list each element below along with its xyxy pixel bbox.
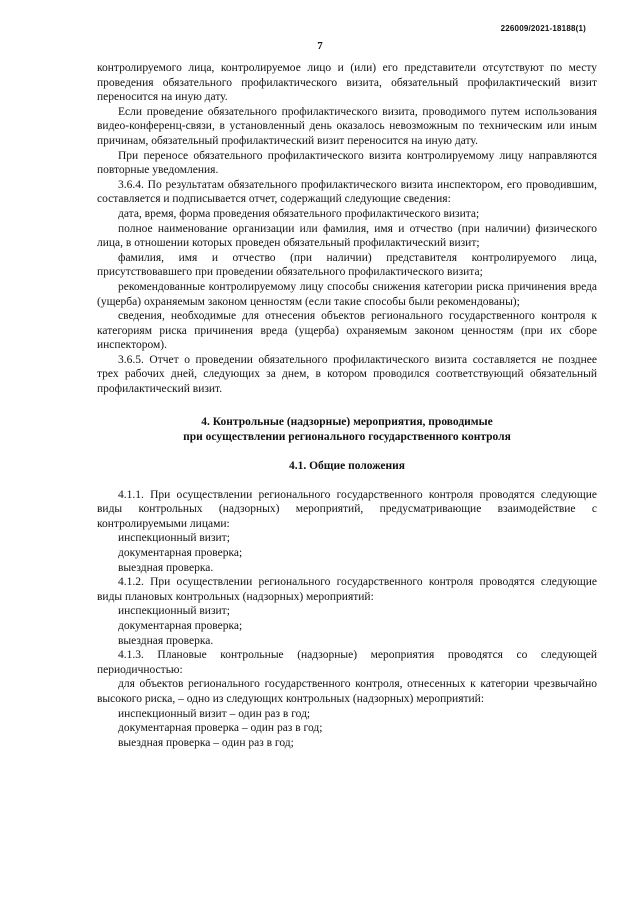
list-item: выездная проверка. xyxy=(118,561,214,574)
list-item: сведения, необходимые для отнесения объектов регионального государственного контроля к категориям риска причинения вреда (ущерба) охраняемым законом ценностям (при их сборе инспектором). xyxy=(97,310,597,352)
list-item: выездная проверка. xyxy=(118,634,214,647)
list-item: дата, время, форма проведения обязательного профилактического визита; xyxy=(118,207,480,220)
document-number: 226009/2021-18188(1) xyxy=(500,24,586,33)
list-item: инспекционный визит; xyxy=(118,605,230,618)
section-heading-line-2: при осуществлении регионального государственного контроля xyxy=(183,430,511,443)
paragraph: 4.1.2. При осуществлении регионального государственного контроля проводятся следующие виды плановых контрольных (надзорных) мероприятий: xyxy=(97,576,597,603)
section-heading-line-1: 4. Контрольные (надзорные) мероприятия, проводимые xyxy=(201,415,493,428)
paragraph: 4.1.3. Плановые контрольные (надзорные) мероприятия проводятся со следующей периодичностью: xyxy=(97,649,597,676)
list-item: выездная проверка – один раз в год; xyxy=(118,736,294,749)
paragraph: 3.6.5. Отчет о проведении обязательного профилактического визита составляется не позднее трех рабочих дней, следующих за днем, в котором проводился соответствующий обязательный профилактический визит. xyxy=(97,353,597,396)
list-item: полное наименование организации или фамилия, имя и отчество (при наличии) физического лица, в отношении которых проведен обязательный профилактический визит; xyxy=(97,222,597,250)
document-body xyxy=(97,61,597,750)
list-item: фамилия, имя и отчество (при наличии) представителя контролируемого лица, присутствовавшего при проведении обязательного профилактического визита; xyxy=(97,251,597,279)
list-item: рекомендованные контролируемому лицу способы снижения категории риска причинения вреда (ущерба) охраняемым законом ценностям (если такие способы были рекомендованы); xyxy=(97,280,597,308)
list-item: документарная проверка; xyxy=(118,620,243,632)
list-item: инспекционный визит – один раз в год; xyxy=(118,707,311,720)
paragraph: контролируемого лица, контролируемое лицо и (или) его представители отсутствуют по месту проведения обязательного профилактического визита, обязательный профилактический визит переносится на иную дату. xyxy=(97,62,597,104)
subsection-heading: 4.1. Общие положения xyxy=(288,459,406,472)
list-item: документарная проверка – один раз в год; xyxy=(118,722,323,735)
list-item: инспекционный визит; xyxy=(118,532,230,545)
paragraph: 3.6.4. По результатам обязательного профилактического визита инспектором, его проводившим, составляется и подписывается отчет, содержащий следующие сведения: xyxy=(97,178,597,206)
list-item: документарная проверка; xyxy=(118,547,243,560)
paragraph: Если проведение обязательного профилактического визита, проводимого путем использования видео-конференц-связи, в установленный день оказалось невозможным по техническим или иным причинам, обязательный профилактический визит переносится на иную дату. xyxy=(97,105,597,147)
page-number: 7 xyxy=(317,40,323,52)
paragraph: При переносе обязательного профилактического визита контролируемому лицу направляются повторные уведомления. xyxy=(97,149,597,177)
paragraph: для объектов регионального государственного контроля, отнесенных к категории чрезвычайно высокого риска, – одно из следующих контрольных (надзорных) мероприятий: xyxy=(97,678,597,705)
paragraph: 4.1.1. При осуществлении регионального государственного контроля проводятся следующие виды контрольных (надзорных) мероприятий, предусматривающие взаимодействие с контролируемыми лицами: xyxy=(97,488,597,530)
